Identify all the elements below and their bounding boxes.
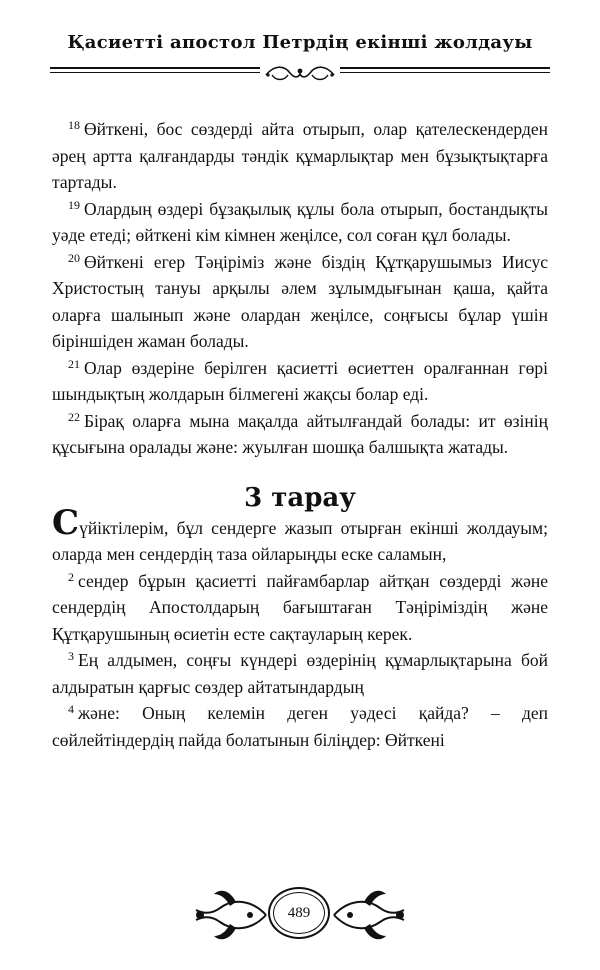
chapter-title: 3 тарау bbox=[244, 482, 356, 513]
verse-text: сендер бұрын қасиетті пайғамбарлар айтқан сөздерді және сендердің Апостолдарың бағыштаған Тәңіріміздің және Құтқарушының өсиетін есте сақтауларың керек. bbox=[52, 570, 548, 644]
verse-number: 3 bbox=[68, 649, 74, 663]
verse-text: Бірақ оларға мына мақалда айтылғандай болады: ит өзінің құсығына оралады және: жуылған шошқа балшықта жатады. bbox=[52, 410, 548, 457]
body-text bbox=[52, 116, 548, 753]
verse-number: 4 bbox=[68, 702, 74, 716]
verse-text: және: Оның келемін деген уәдесі қайда? – деп сөйлейтіндердің пайда болатынын біліңдер: Өйткені bbox=[52, 703, 548, 750]
verse-text: Олар өздеріне берілген қасиетті өсиеттен оралғаннан гөрі шындықтың жолдарын білмегені жақсы болар еді. bbox=[52, 357, 548, 404]
verse-number: 22 bbox=[68, 409, 80, 424]
verse-text: Өйткені егер Тәңіріміз және біздің Құтқарушымыз Иисус Христостың тануы арқылы әлем зұлымдығынан қаша, қайта оларға шалынып және олардан жеңілсе, соңғысы бұлар үшін біріншіден жаман болады. bbox=[52, 251, 548, 351]
verse-18 bbox=[52, 116, 548, 196]
page-number: 489 bbox=[287, 904, 311, 921]
verse-text: Олардың өздері бұзақылық құлы бола отырып, бостандықты уәде етеді; өйткені кім кімнен жеңілсе, сол соған құл болады. bbox=[52, 198, 548, 245]
verse-4 bbox=[52, 700, 548, 753]
verse-number: 18 bbox=[68, 118, 80, 132]
verse-22 bbox=[52, 408, 548, 461]
verse-number: 20 bbox=[68, 250, 80, 265]
verse-number: 2 bbox=[68, 569, 74, 584]
verse-1 bbox=[52, 502, 548, 568]
running-header: Қасиетті апостол Петрдің екінші жолдауы bbox=[67, 32, 533, 53]
drop-cap: С bbox=[52, 502, 80, 543]
verse-20 bbox=[52, 249, 548, 355]
verse-3 bbox=[52, 647, 548, 700]
verse-19 bbox=[52, 196, 548, 249]
verse-text: үйіктілерім, бұл сендерге жазып отырған екінші жолдауым; оларда мен сендердің таза ойларыңды еске саламын, bbox=[52, 517, 548, 564]
verse-2 bbox=[52, 568, 548, 648]
verse-number: 19 bbox=[68, 197, 80, 212]
page-number-frame bbox=[268, 887, 330, 939]
verse-text: Өйткені, бос сөздерді айта отырып, олар қателескендерден әрең артта қалғандарды тәндік құмарлықтар мен бұзықтықтарға тартады. bbox=[52, 119, 548, 192]
verse-number: 21 bbox=[68, 356, 80, 371]
verse-21 bbox=[52, 355, 548, 408]
scroll-ornament-icon bbox=[260, 63, 340, 85]
verse-text: Ең алдымен, соңғы күндері өздерінің құмарлықтарына бой алдыратын қарғыс сөздер айтатындардың bbox=[52, 650, 548, 697]
